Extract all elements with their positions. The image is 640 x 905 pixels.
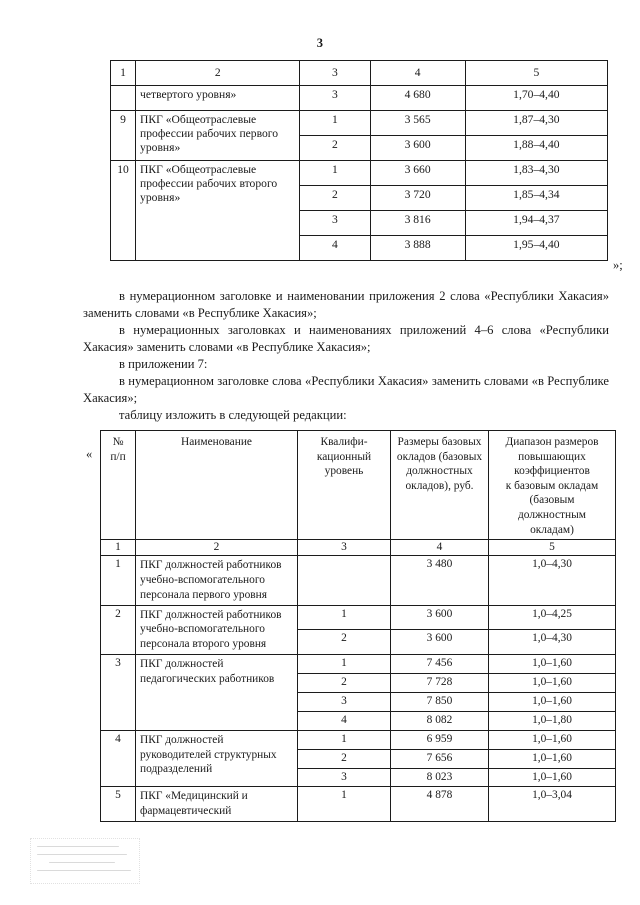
table2-head xyxy=(101,431,616,556)
coefficient-range-cell: 1,95–4,40 xyxy=(465,236,607,261)
group-index-cell: 1 xyxy=(101,556,136,605)
qualification-level-cell: 2 xyxy=(298,630,391,655)
table-header-row xyxy=(101,431,616,540)
base-salary-cell: 3 600 xyxy=(370,136,465,161)
page-number: 3 xyxy=(316,36,324,50)
coefficient-range-cell: 1,88–4,40 xyxy=(465,136,607,161)
group-name-cell: ПКГ должностей работников учебно-вспомогательного персонала первого уровня xyxy=(136,556,298,605)
coefficient-range-cell: 1,0–1,60 xyxy=(489,749,616,768)
group-name-cell: ПКГ «Медицинский и фармацевтический xyxy=(136,787,298,822)
coefficient-range-cell: 1,85–4,34 xyxy=(465,186,607,211)
qualification-level-cell: 1 xyxy=(298,730,391,749)
amendment-paragraph: в нумерационном заголовке и наименовании приложения 2 слова «Республики Хакасия» заменить словами «в Республике Хакасия»; xyxy=(83,289,609,320)
table-row xyxy=(101,556,616,605)
column-number-cell: 4 xyxy=(370,61,465,86)
qualification-level-cell: 1 xyxy=(300,111,370,136)
column-number-cell: 5 xyxy=(489,540,616,556)
base-salary-cell: 6 959 xyxy=(391,730,489,749)
coefficient-range-cell: 1,0–1,60 xyxy=(489,655,616,674)
base-salary-cell: 3 480 xyxy=(391,556,489,605)
professional-qualification-groups-table xyxy=(100,430,616,822)
coefficient-range-cell: 1,0–1,60 xyxy=(489,692,616,711)
amendment-paragraph: таблицу изложить в следующей редакции: xyxy=(119,407,347,422)
opening-quote-mark: « xyxy=(86,447,93,461)
base-salary-cell: 3 565 xyxy=(370,111,465,136)
qualification-level-cell: 1 xyxy=(300,161,370,186)
table-row xyxy=(111,161,608,186)
group-index-cell: 3 xyxy=(101,655,136,731)
column-number-cell: 3 xyxy=(298,540,391,556)
office-stamp-illegible xyxy=(30,838,140,884)
coefficient-range-cell: 1,0–4,30 xyxy=(489,556,616,605)
base-salary-cell: 3 660 xyxy=(370,161,465,186)
table-row xyxy=(101,655,616,674)
column-number-cell: 1 xyxy=(101,540,136,556)
column-number-cell: 3 xyxy=(300,61,370,86)
amendment-paragraph: в нумерационных заголовках и наименованиях приложений 4–6 слова «Республики Хакасия» заменить словами «в Республике Хакасия»; xyxy=(83,322,609,354)
column-number-cell: 4 xyxy=(391,540,489,556)
coefficient-range-cell: 1,0–1,80 xyxy=(489,711,616,730)
base-salary-cell: 8 082 xyxy=(391,711,489,730)
base-salary-cell: 4 878 xyxy=(391,787,489,822)
coefficient-range-cell: 1,0–1,60 xyxy=(489,674,616,693)
base-salary-cell: 7 850 xyxy=(391,692,489,711)
group-name-cell: ПКГ «Общеотраслевые профессии рабочих второго уровня» xyxy=(136,161,300,261)
qualification-level-cell: 2 xyxy=(300,136,370,161)
group-name-cell: ПКГ «Общеотраслевые профессии рабочих первого уровня» xyxy=(136,111,300,161)
column-number-cell: 2 xyxy=(136,61,300,86)
coefficient-range-cell: 1,0–1,60 xyxy=(489,730,616,749)
column-header-cell: Квалифи- кационный уровень xyxy=(298,431,391,540)
base-salary-cell: 8 023 xyxy=(391,768,489,787)
qualification-level-cell: 4 xyxy=(300,236,370,261)
group-index-cell: 2 xyxy=(101,605,136,654)
qualification-level-cell: 3 xyxy=(298,692,391,711)
column-header-cell: Диапазон размеров повышающих коэффициентов к базовым окладам (базовым должностным окладам) xyxy=(489,431,616,540)
table-row xyxy=(111,111,608,136)
coefficient-range-cell: 1,0–4,25 xyxy=(489,605,616,630)
stamp-line xyxy=(49,862,115,863)
group-index-cell xyxy=(111,86,136,111)
qualification-level-cell: 1 xyxy=(298,605,391,630)
column-number-cell: 2 xyxy=(136,540,298,556)
group-name-cell: четвертого уровня» xyxy=(136,86,300,111)
group-index-cell: 4 xyxy=(101,730,136,787)
table-row xyxy=(101,787,616,822)
group-index-cell: 9 xyxy=(111,111,136,161)
group-index-cell: 5 xyxy=(101,787,136,822)
table2-body xyxy=(101,556,616,822)
qualification-level-cell: 3 xyxy=(300,211,370,236)
salary-table-continued xyxy=(110,60,608,261)
table-row xyxy=(111,86,608,111)
group-index-cell: 10 xyxy=(111,161,136,261)
coefficient-range-cell: 1,0–4,30 xyxy=(489,630,616,655)
table-row xyxy=(101,540,616,556)
coefficient-range-cell: 1,0–3,04 xyxy=(489,787,616,822)
closing-quote-mark: »; xyxy=(613,258,623,272)
base-salary-cell: 7 456 xyxy=(391,655,489,674)
coefficient-range-cell: 1,0–1,60 xyxy=(489,768,616,787)
column-number-cell: 5 xyxy=(465,61,607,86)
coefficient-range-cell: 1,70–4,40 xyxy=(465,86,607,111)
base-salary-cell: 7 728 xyxy=(391,674,489,693)
coefficient-range-cell: 1,83–4,30 xyxy=(465,161,607,186)
stamp-line xyxy=(37,870,131,871)
column-header-cell: Наименование xyxy=(136,431,298,540)
qualification-level-cell: 2 xyxy=(300,186,370,211)
stamp-line xyxy=(37,854,127,855)
qualification-level-cell: 3 xyxy=(300,86,370,111)
coefficient-range-cell: 1,87–4,30 xyxy=(465,111,607,136)
group-name-cell: ПКГ должностей руководителей структурных подразделений xyxy=(136,730,298,787)
qualification-level-cell xyxy=(298,556,391,605)
table-row xyxy=(111,61,608,86)
qualification-level-cell: 2 xyxy=(298,749,391,768)
qualification-level-cell: 2 xyxy=(298,674,391,693)
table-row xyxy=(101,605,616,630)
base-salary-cell: 7 656 xyxy=(391,749,489,768)
group-name-cell: ПКГ должностей работников учебно-вспомогательного персонала второго уровня xyxy=(136,605,298,654)
base-salary-cell: 3 600 xyxy=(391,605,489,630)
group-name-cell: ПКГ должностей педагогических работников xyxy=(136,655,298,731)
base-salary-cell: 4 680 xyxy=(370,86,465,111)
qualification-level-cell: 1 xyxy=(298,787,391,822)
amendment-paragraph: в приложении 7: xyxy=(119,356,208,371)
base-salary-cell: 3 600 xyxy=(391,630,489,655)
amendment-paragraph: в нумерационном заголовке слова «Республики Хакасия» заменить словами «в Республике Хакасия»; xyxy=(83,373,609,405)
column-number-cell: 1 xyxy=(111,61,136,86)
qualification-level-cell: 3 xyxy=(298,768,391,787)
table-row xyxy=(101,730,616,749)
base-salary-cell: 3 816 xyxy=(370,211,465,236)
column-header-cell: Размеры базовых окладов (базовых должностных окладов), руб. xyxy=(391,431,489,540)
coefficient-range-cell: 1,94–4,37 xyxy=(465,211,607,236)
qualification-level-cell: 4 xyxy=(298,711,391,730)
stamp-line xyxy=(37,846,119,847)
amendment-paragraphs xyxy=(83,288,609,424)
base-salary-cell: 3 888 xyxy=(370,236,465,261)
qualification-level-cell: 1 xyxy=(298,655,391,674)
base-salary-cell: 3 720 xyxy=(370,186,465,211)
table1-body xyxy=(111,61,608,261)
column-header-cell: № п/п xyxy=(101,431,136,540)
